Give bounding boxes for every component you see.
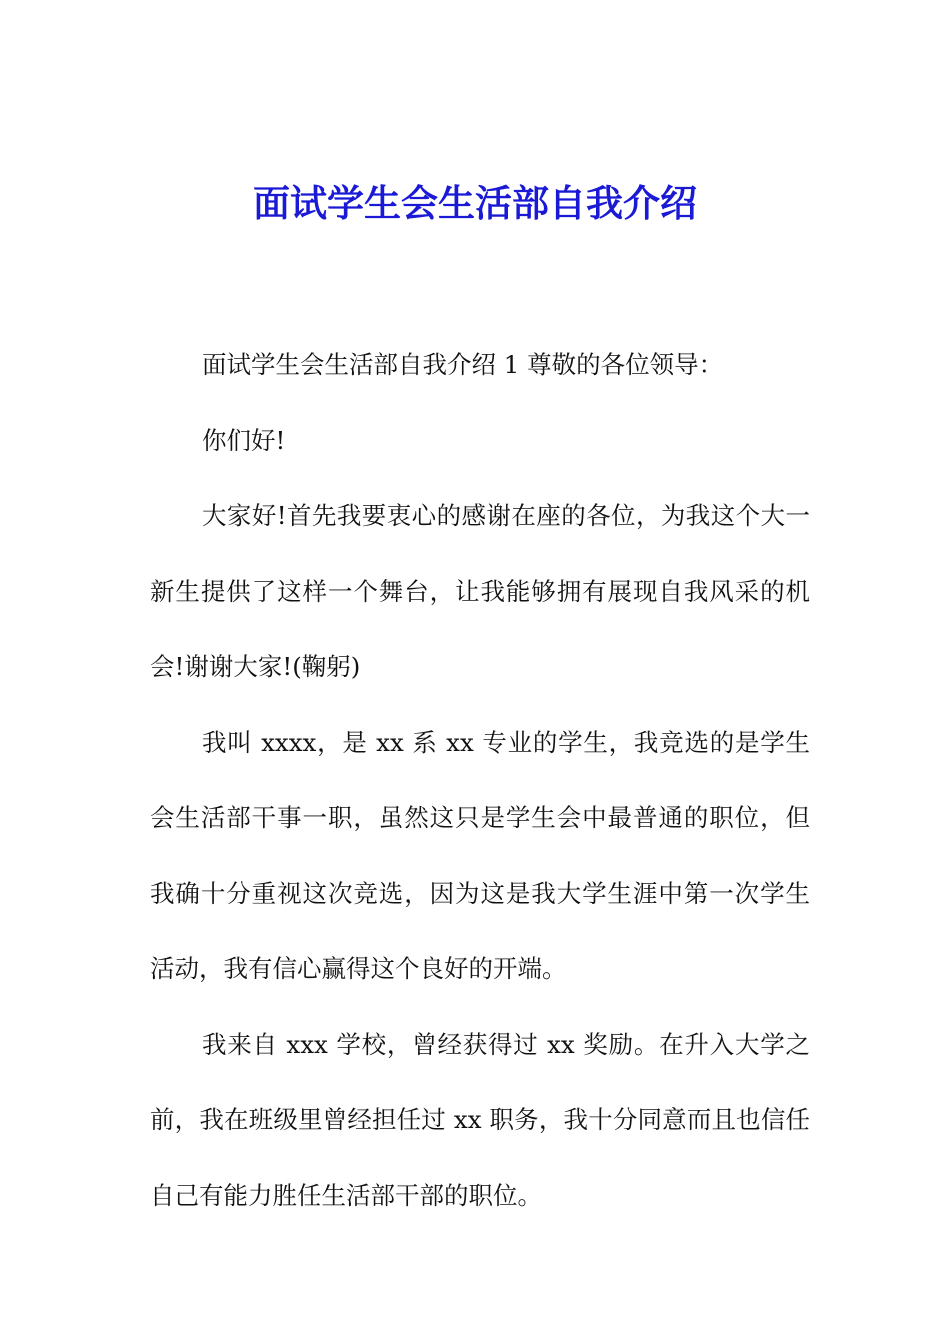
paragraph-greeting: 面试学生会生活部自我介绍 1 尊敬的各位领导： [202, 350, 724, 379]
paragraph-introduction: 我叫 xxxx，是 xx 系 xx 专业的学生，我竞选的是学生会生活部干事一职，虽然这只是学生会中最普通的职位，但我确十分重视这次竞选，因为这是我大学生涯中第一次学生活动，我有信心赢得这个良好的开端。 [150, 727, 810, 983]
paragraph-background: 我来自 xxx 学校，曾经获得过 xx 奖励。在升入大学之前，我在班级里曾经担任过 xx 职务，我十分同意而且也信任自己有能力胜任生活部干部的职位。 [150, 1029, 810, 1210]
paragraph-hello: 你们好! [202, 425, 286, 455]
document-title: 面试学生会生活部自我介绍 [253, 181, 697, 225]
document-body [150, 327, 810, 1233]
paragraph-thanks: 大家好!首先我要衷心的感谢在座的各位，为我这个大一新生提供了这样一个舞台，让我能够拥有展现自我风采的机会!谢谢大家!(鞠躬) [150, 501, 810, 681]
